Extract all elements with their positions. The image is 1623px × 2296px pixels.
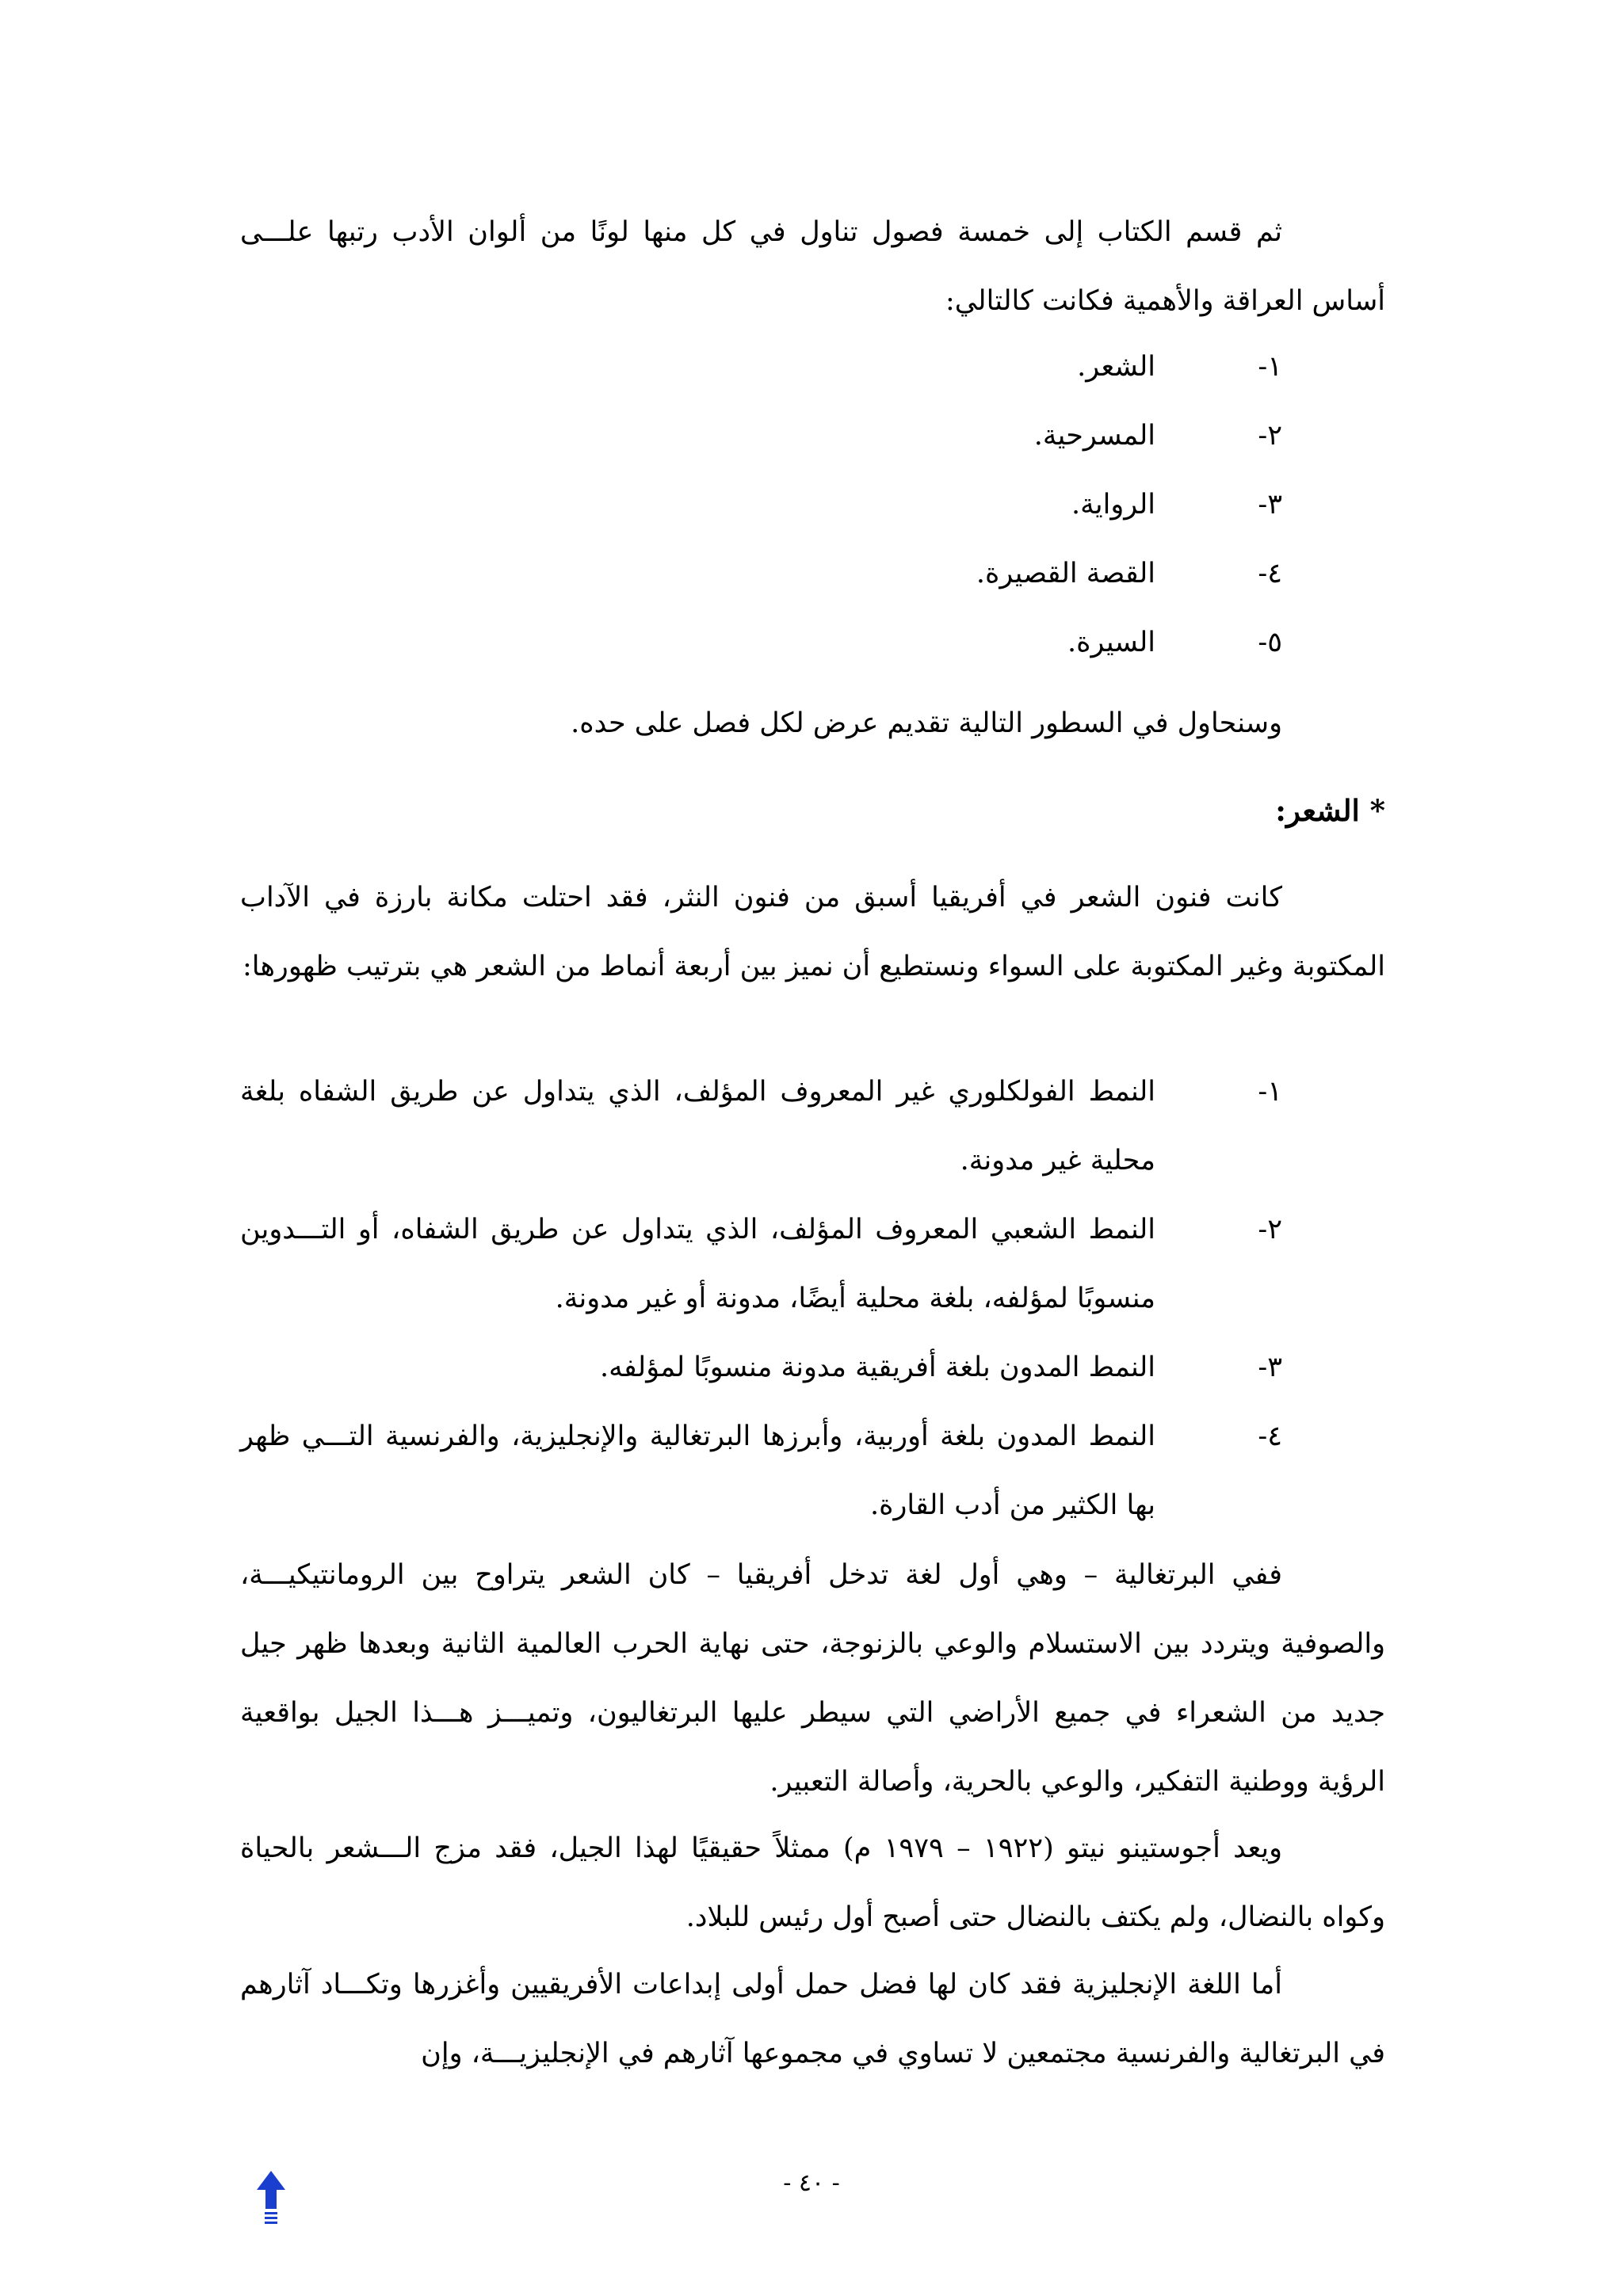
- list-item: [240, 402, 1385, 471]
- list-item-text: النمط الفولكلوري غير المعروف المؤلف، الذي يتداول عن طريق الشفاه بلغة محلية غير مدونة.: [240, 1076, 1155, 1177]
- list-item-number: ١-: [1258, 1076, 1282, 1108]
- list-item-text: الشعر.: [1077, 351, 1155, 383]
- list-item-text: النمط الشعبي المعروف المؤلف، الذي يتداول عن طريق الشفاه، أو التـــدوين منسوبًا لمؤلفه، بلغة محلية أيضًا، مدونة أو غير مدونة.: [240, 1214, 1155, 1314]
- chapters-list: [240, 333, 1385, 677]
- list-item-text: السيرة.: [1067, 627, 1155, 658]
- list-item-number: ٢-: [1258, 1214, 1282, 1245]
- list-item-number: ٢-: [1258, 420, 1282, 452]
- section-heading: * الشعر:: [1275, 793, 1385, 828]
- poetry-intro-paragraph: كانت فنون الشعر في أفريقيا أسبق من فنون النثر، فقد احتلت مكانة بارزة في الآداب المكتوبة وغير المكتوبة على السواء ونستطيع أن نميز بين أربعة أنماط من الشعر هي بترتيب ظهورها:: [240, 882, 1385, 982]
- portuguese-paragraph: ففي البرتغالية – وهي أول لغة تدخل أفريقيا – كان الشعر يتراوح بين الرومانتيكيـــة، والصوفية ويتردد بين الاستسلام والوعي بالزنوجة، حتى نهاية الحرب العالمية الثانية وبعدها ظهر جيل جديد من الشعراء في جميع الأراضي التي سيطر عليها البرتغاليون، وتميـــز هـــذا الجيل بواقعية الرؤية ووطنية التفكير، والوعي بالحرية، وأصالة التعبير.: [240, 1559, 1385, 1798]
- list-item: [240, 1402, 1385, 1540]
- list-item-text: الرواية.: [1071, 489, 1155, 521]
- list-item-number: ٣-: [1258, 489, 1282, 521]
- up-arrow-icon[interactable]: [255, 2169, 287, 2233]
- neto-paragraph: ويعد أجوستينو نيتو (١٩٢٢ – ١٩٧٩ م) ممثلاً حقيقيًا لهذا الجيل، فقد مزج الـــشعر بالحياة وكواه بالنضال، ولم يكتف بالنضال حتى أصبح أول رئيس للبلاد.: [240, 1833, 1385, 1933]
- list-item-text: القصة القصيرة.: [976, 558, 1155, 589]
- list-item: [240, 608, 1385, 677]
- list-item-number: ٣-: [1258, 1352, 1282, 1383]
- list-item: [240, 333, 1385, 402]
- page-number: - ٤٠ -: [783, 2169, 840, 2197]
- list-item: [240, 1196, 1385, 1333]
- list-item: [240, 471, 1385, 540]
- list-item: [240, 540, 1385, 608]
- list-item-number: ٤-: [1258, 1421, 1282, 1452]
- list-item-number: ٤-: [1258, 558, 1282, 589]
- list-item-number: ٥-: [1258, 627, 1282, 658]
- list-item: [240, 1333, 1385, 1402]
- list-item: [240, 1058, 1385, 1196]
- transition-paragraph: وسنحاول في السطور التالية تقديم عرض لكل فصل على حده.: [571, 707, 1282, 739]
- list-item-text: النمط المدون بلغة أفريقية مدونة منسوبًا لمؤلفه.: [599, 1352, 1155, 1383]
- list-item-text: النمط المدون بلغة أوربية، وأبرزها البرتغالية والإنجليزية، والفرنسية التـــي ظهر بها الكثير من أدب القارة.: [240, 1421, 1155, 1521]
- intro-paragraph: ثم قسم الكتاب إلى خمسة فصول تناول في كل منها لونًا من ألوان الأدب رتبها علـــى أساس العراقة والأهمية فكانت كالتالي:: [240, 216, 1385, 317]
- patterns-list: [240, 1058, 1385, 1540]
- list-item-number: ١-: [1258, 351, 1282, 383]
- english-paragraph: أما اللغة الإنجليزية فقد كان لها فضل حمل أولى إبداعات الأفريقيين وأغزرها وتكـــاد آثارهم في البرتغالية والفرنسية مجتمعين لا تساوي في مجموعها آثارهم في الإنجليزيـــة، وإن: [240, 1969, 1385, 2069]
- list-item-text: المسرحية.: [1033, 420, 1155, 452]
